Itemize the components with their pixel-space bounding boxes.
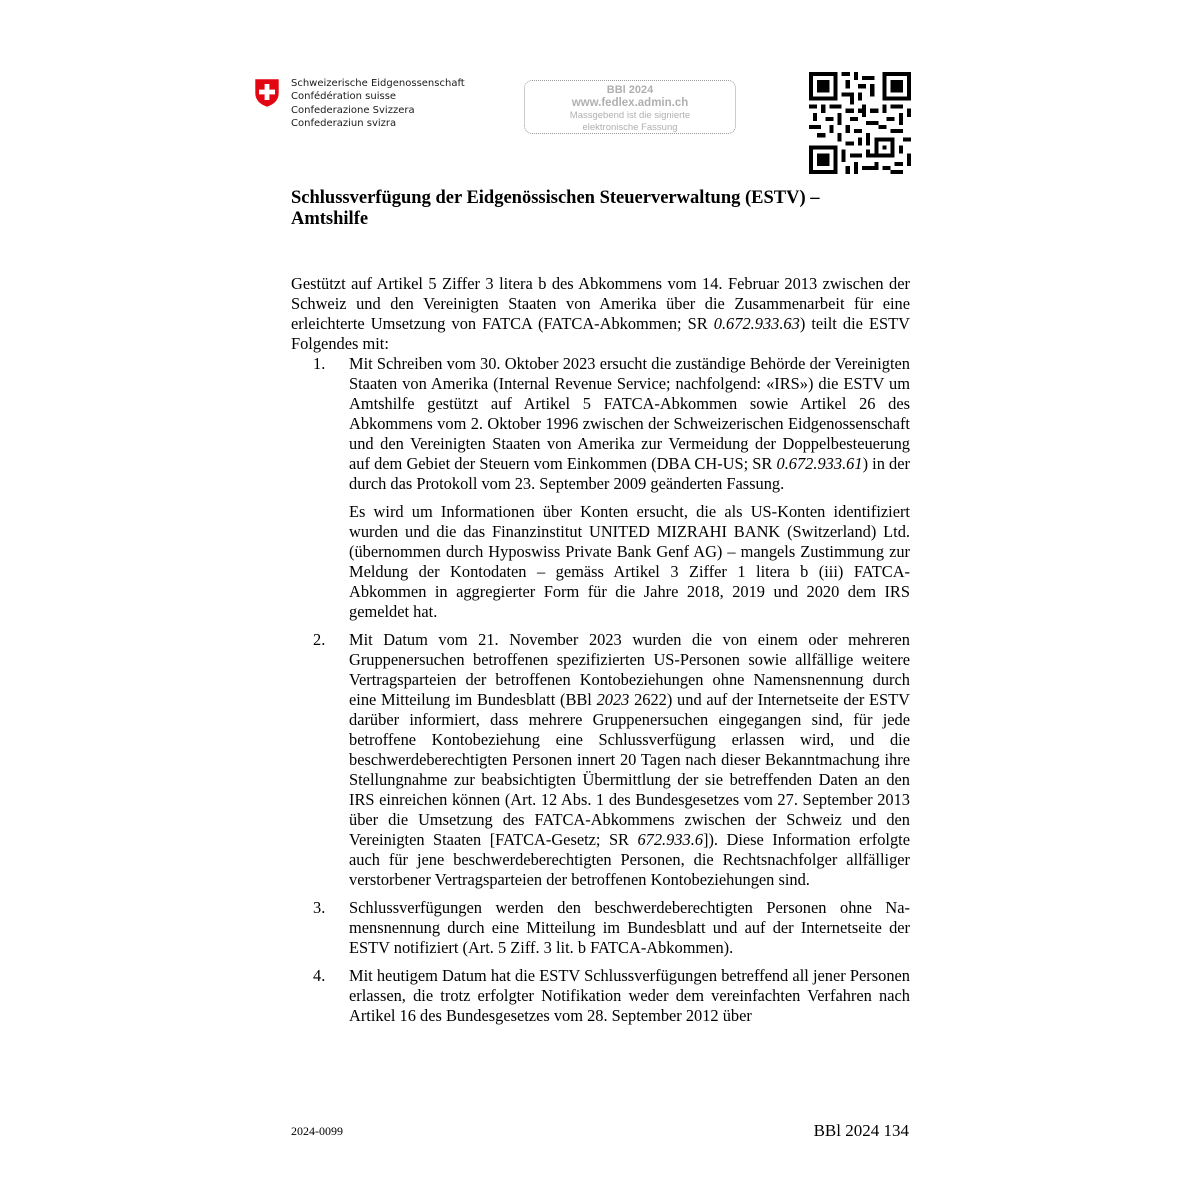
document-body — [291, 274, 910, 1034]
title-line-2: Amtshilfe — [291, 209, 369, 229]
intro-text-2: ) teilt die ESTV Folgendes mit: — [291, 314, 910, 353]
item-text: ]). Diese Information erfolgte auch für jene beschwerdeberechtigten Personen, die Rechtsnachfolger allfälliger verstorbener Vertragsparteien der betroffenen Kontobeziehungen sind. — [349, 830, 910, 889]
item-paragraph — [349, 630, 910, 890]
item-number: 4. — [313, 966, 326, 985]
bbl-year: 2023 — [596, 690, 630, 709]
item-paragraph: Schlussverfügungen werden den beschwerdeberechtigten Personen ohne Namensnennung durch eine Mitteilung im Bundesblatt und auf der Internetseite der ESTV notifiziert (Art. 5 Ziff. 3 lit. b FATCA-Abkommen). — [349, 898, 910, 957]
list-item — [291, 630, 910, 890]
list-item — [291, 354, 910, 622]
fed-name-it: Confederazione Svizzera — [291, 104, 415, 116]
item-number: 2. — [313, 630, 326, 649]
title-line-1: Schlussverfügung der Eidgenössischen Steuerverwaltung (ESTV) – — [291, 188, 820, 208]
sr-number: 672.933.6 — [637, 830, 704, 849]
fed-name-rm: Confederaziun svizra — [291, 118, 397, 130]
stamp-note-1: Massgebend ist die signierte — [569, 110, 691, 121]
list-item — [291, 966, 910, 1026]
list-item — [291, 898, 910, 958]
document-id: 2024-0099 — [291, 1124, 343, 1138]
federal-administration-names — [291, 77, 465, 131]
stamp-url: www.fedlex.admin.ch — [571, 97, 689, 109]
item-text: ) in der durch das Protokoll vom 23. September 2009 geänderten Fassung. — [349, 454, 910, 493]
swiss-cross-shield-icon — [254, 78, 280, 108]
item-number: 1. — [313, 354, 326, 373]
qr-code-icon — [809, 72, 911, 174]
publication-stamp — [524, 80, 736, 134]
item-paragraph: Mit heutigem Datum hat die ESTV Schlussverfügungen betreffend all jener Personen erlassen, die trotz erfolgter Notifikation weder dem vereinfachten Verfahren nach Artikel 16 des Bundesgesetzes vom 28. September 2012 über — [349, 966, 910, 1025]
stamp-note-2: elektronische Fassung — [582, 121, 678, 133]
fed-name-de: Schweizerische Eidgenossenschaft — [291, 78, 465, 89]
item-paragraph: Es wird um Informationen über Konten ersucht, die als US-Konten identifiziert wurden und die das Finanzinstitut UNITED MIZRAHI BANK (Switzerland) Ltd. (übernommen durch Hyposwiss Private Bank Genf AG) – mangels Zustimmung zur Meldung der Kontodaten – gemäss Artikel 3 Ziffer 1 litera b (iii) FATCA-Abkommen in aggregierter Form für die Jahre 2018, 2019 und 2020 dem IRS gemeldet hat. — [349, 502, 910, 621]
item-text: Mit Schreiben vom 30. Oktober 2023 ersucht die zuständige Behörde der Vereinigten Staaten von Amerika (Internal Revenue Service; nachfolgend: «IRS») die ESTV um Amtshilfe gestützt auf Artikel 5 FATCA-Abkommen sowie Artikel 26 des Abkommens vom 2. Oktober 1996 zwischen der Schweizerischen Eidgenossenschaft und den Vereinigten Staaten von Amerika zur Vermeidung der Doppelbesteuerung auf dem Gebiet der Steuern vom Einkommen (DBA CH-US; SR — [349, 354, 910, 473]
intro-text-1: Gestützt auf Artikel 5 Ziffer 3 litera b des Abkommens vom 14. Februar 2013 zwischen der Schweiz und den Vereinigten Staaten von Amerika über die Zusammenarbeit für eine erleichterte Umsetzung von FATCA (FATCA-Abkommen; SR — [291, 274, 910, 333]
item-text: 2622) und auf der Internetseite der ESTV darüber informiert, dass mehrere Gruppenersuchen eingegangen sind, für jede betroffene Kontobeziehung eine Schlussverfügung erlassen wird, und die beschwerdeberechtigten Personen innert 20 Tagen nach dieser Bekanntmachung ihre Stellungnahme zur beabsichtigten Übermittlung der sie betreffenden Daten an den IRS einreichen können (Art. 12 Abs. 1 des Bundesgesetzes vom 27. September 2013 über die Umsetzung des FATCA-Abkommens zwischen der Schweiz und den Vereinigten Staaten [FATCA-Gesetz; SR — [349, 690, 910, 849]
item-number: 3. — [313, 898, 326, 917]
item-paragraph — [349, 354, 910, 494]
intro-paragraph — [291, 274, 910, 354]
sr-number: 0.672.933.63 — [713, 314, 800, 333]
fed-name-fr: Confédération suisse — [291, 91, 397, 103]
page-title — [291, 188, 911, 230]
sr-number: 0.672.933.61 — [776, 454, 863, 473]
stamp-issue: BBl 2024 — [606, 84, 654, 96]
item-text: Mit Datum vom 21. November 2023 wurden die von einem oder mehreren Gruppenersuchen betroffenen spezifizierten US-Personen sowie allfällige weitere Vertragsparteien der betroffenen Kontobeziehungen ohne Namensnennung durch eine Mitteilung im Bundesblatt (BBl — [349, 630, 910, 709]
page-reference: BBl 2024 134 — [813, 1121, 909, 1140]
